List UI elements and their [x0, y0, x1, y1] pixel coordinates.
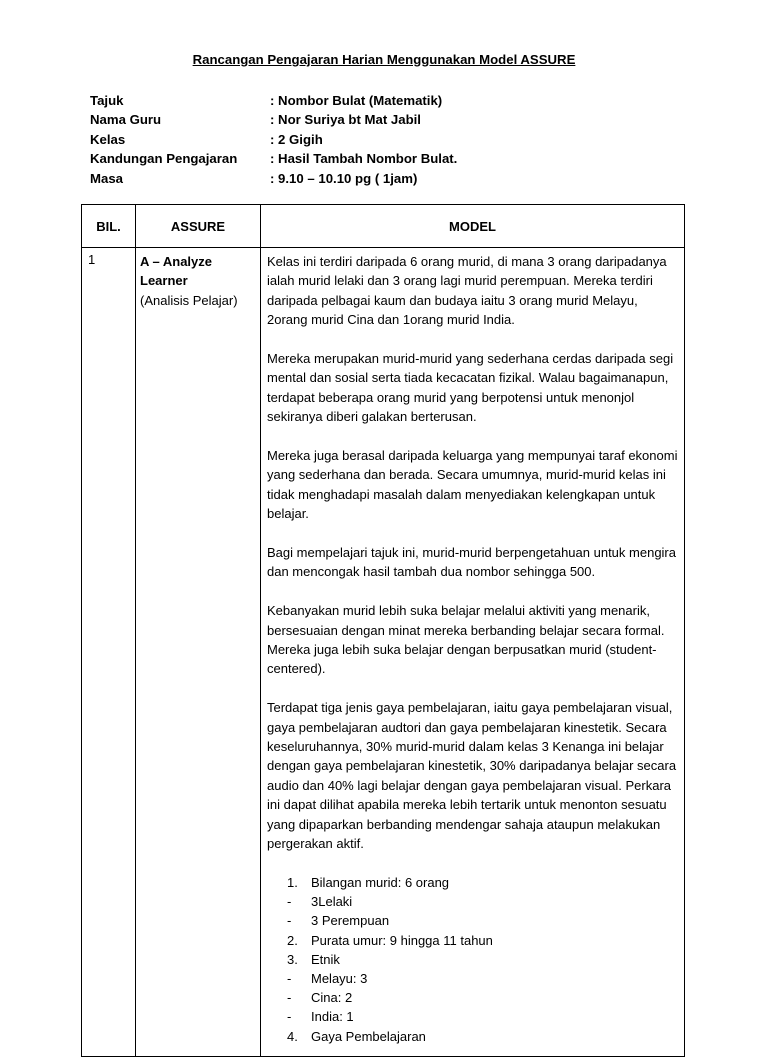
assure-step-subtitle: (Analisis Pelajar) [140, 292, 238, 308]
summary-list [267, 873, 678, 1046]
paragraph-learning-styles: Terdapat tiga jenis gaya pembelajaran, iaitu gaya pembelajaran visual, gaya pembelajaran audtori dan gaya pembelajaran kinestetik. Secara keseluruhannya, 30% murid-murid dalam kelas 3 Kenanga ini belajar dengan gaya pembelajaran kinestetik, 30% daripadanya belajar secara audio dan 40% lagi belajar dengan gaya pembelajaran visual. Perkara ini dapat dilihat apabila mereka lebih tertarik untuk menonton sesuatu yang dipaparkan berbanding mendengar sahaja ataupun melakukan pergerakan aktif. [267, 700, 677, 852]
list-marker: 2. [287, 932, 298, 948]
info-label: Tajuk [90, 93, 124, 108]
list-text: 3Lelaki [311, 894, 353, 910]
paragraph-class-composition: Kelas ini terdiri daripada 6 orang murid, di mana 3 orang daripadanya ialah murid lelaki dan 3 orang lagi murid perempuan. Mereka terdiri daripada pelbagai kaum dan budaya iaitu 3 orang murid Melayu, 2orang murid Cina dan 1orang murid India. [267, 254, 667, 328]
list-text: Bilangan murid: 6 orang [311, 874, 450, 890]
info-value: : 9.10 – 10.10 pg ( 1jam) [270, 170, 418, 186]
document-title: Rancangan Pengajaran Harian Menggunakan Model ASSURE [192, 52, 576, 67]
model-cell [261, 248, 685, 1057]
list-text: Etnik [311, 951, 340, 967]
list-text: 3 Perempuan [311, 913, 390, 929]
info-value: : Hasil Tambah Nombor Bulat. [270, 151, 458, 167]
info-label: Masa [90, 170, 123, 186]
list-text: Purata umur: 9 hingga 11 tahun [311, 932, 493, 948]
info-value: : Nor Suriya bt Mat Jabil [270, 112, 421, 128]
list-marker: - [287, 970, 292, 986]
info-value: : Nombor Bulat (Matematik) [270, 93, 443, 108]
list-marker: 3. [287, 951, 298, 967]
table-row [82, 248, 685, 1057]
info-label: Nama Guru [90, 112, 162, 128]
list-marker: - [287, 913, 292, 929]
list-text: Gaya Pembelajaran [311, 1028, 426, 1044]
info-value: : 2 Gigih [270, 131, 323, 147]
info-label: Kandungan Pengajaran [90, 151, 238, 167]
paragraph-background: Mereka juga berasal daripada keluarga yang mempunyai taraf ekonomi yang sederhana dan berada. Secara umumnya, murid-murid kelas ini tidak menghadapi masalah dalam menyediakan kelengkapan untuk belajar. [267, 448, 678, 522]
paragraph-ability: Mereka merupakan murid-murid yang sederhana cerdas daripada segi mental dan sosial serta tiada kecacatan fizikal. Walau bagaimanapun, terdapat beberapa orang murid yang berpotensi untuk menonjol sekiranya diberi galakan berterusan. [267, 351, 674, 425]
assure-step-title: A – Analyze Learner [140, 254, 213, 289]
list-item [267, 950, 678, 969]
table-header-row [82, 205, 685, 248]
assure-cell [136, 248, 261, 1057]
header-model: MODEL [261, 205, 685, 248]
list-item [267, 1027, 678, 1046]
list-item [267, 873, 678, 892]
header-bil: BIL. [82, 205, 136, 248]
list-marker: - [287, 894, 292, 910]
row-number: 1 [82, 248, 136, 1057]
list-item [267, 969, 678, 988]
assure-table [81, 204, 685, 1057]
list-marker: 4. [287, 1028, 298, 1044]
list-item [267, 911, 678, 930]
info-label: Kelas [90, 131, 126, 147]
list-text: Melayu: 3 [311, 970, 368, 986]
list-item [267, 988, 678, 1007]
list-item [267, 892, 678, 911]
list-item [267, 931, 678, 950]
list-marker: 1. [287, 874, 298, 890]
list-text: Cina: 2 [311, 990, 353, 1006]
paragraph-preferences: Kebanyakan murid lebih suka belajar melalui aktiviti yang menarik, bersesuaian dengan minat mereka berbanding belajar secara formal. Mereka juga lebih suka belajar dengan berpusatkan murid (student-centered). [267, 603, 665, 677]
list-text: India: 1 [311, 1009, 354, 1025]
list-marker: - [287, 990, 292, 1006]
paragraph-prior-knowledge: Bagi mempelajari tajuk ini, murid-murid berpengetahuan untuk mengira dan mencongak hasil tambah dua nombor sehingga 500. [267, 545, 676, 580]
list-marker: - [287, 1009, 292, 1025]
header-assure: ASSURE [136, 205, 261, 248]
